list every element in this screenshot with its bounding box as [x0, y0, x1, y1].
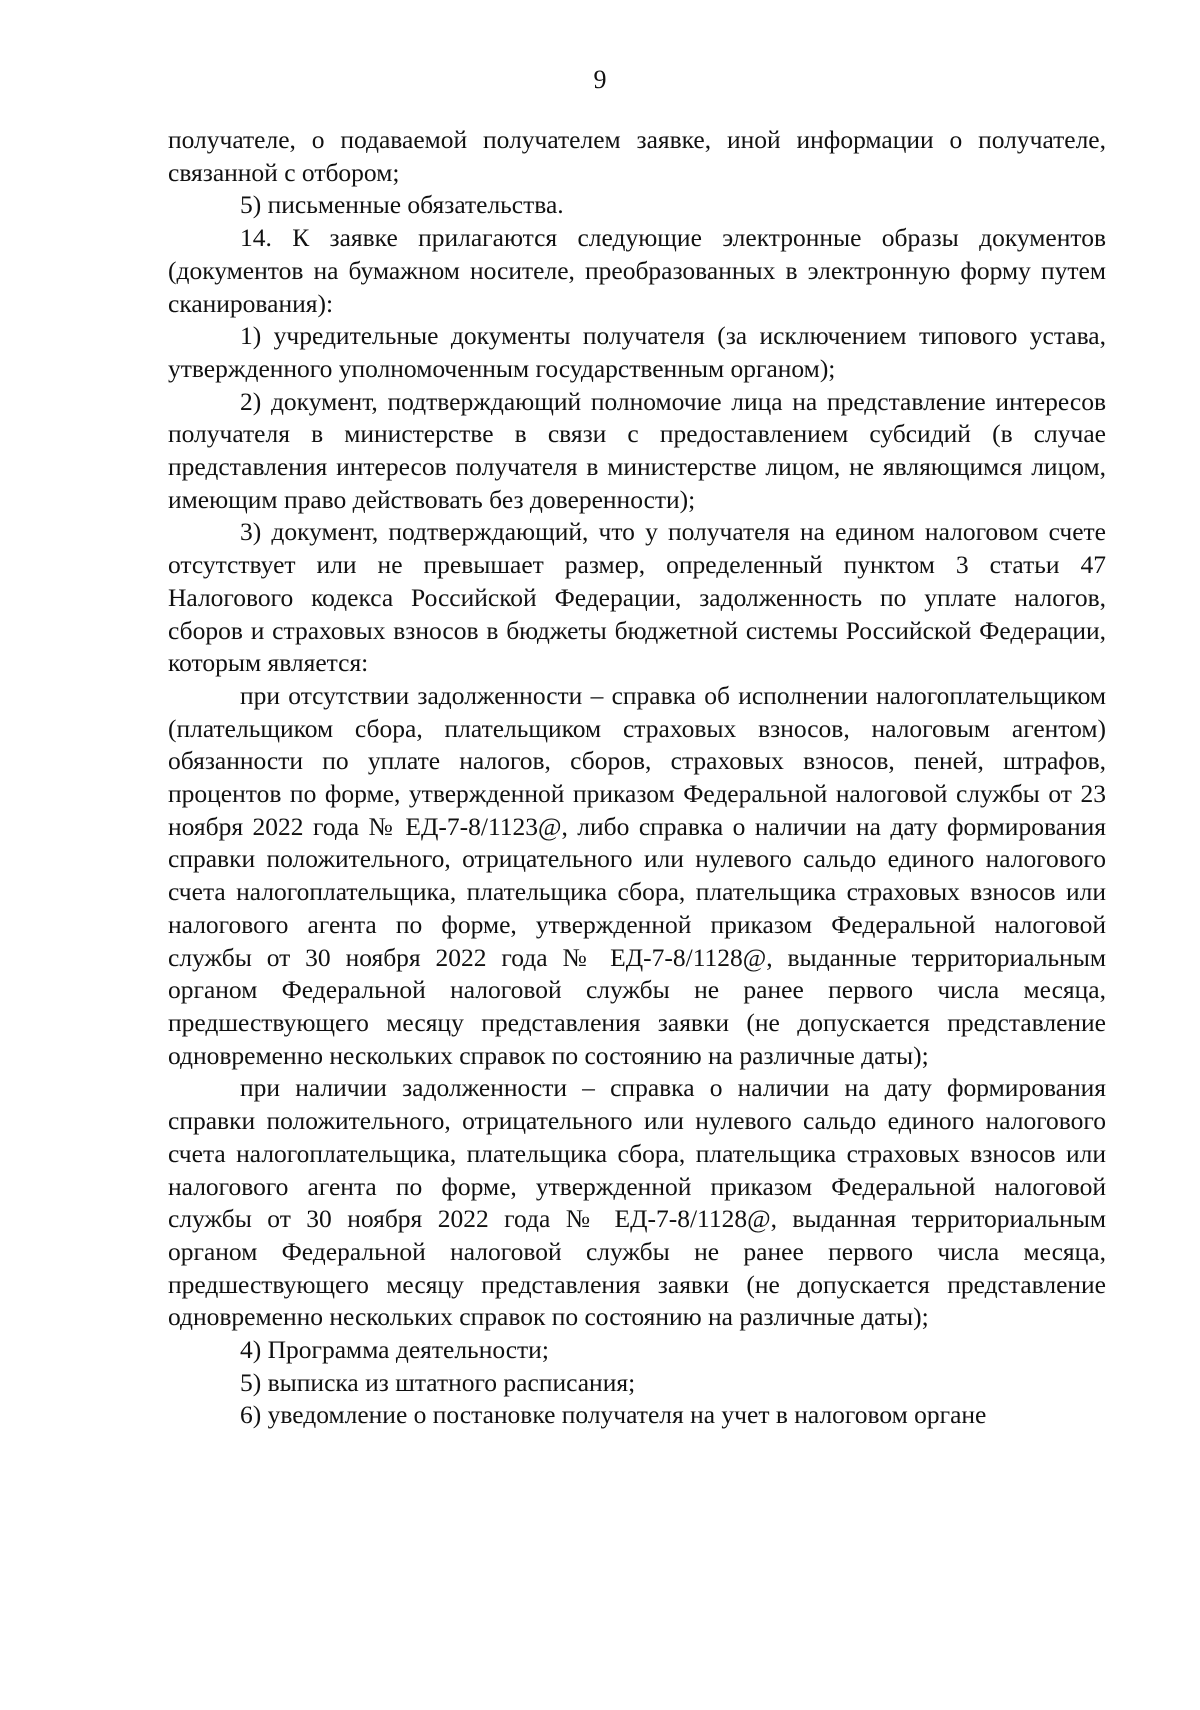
paragraph-debt-case: при наличии задолженности – справка о наличии на дату формирования справки положительного, отрицательного или нулевого сальдо единого налогового счета налогоплательщика, плательщика сбора, плательщика страховых взносов или налогового агента по форме, утвержденной приказом Федеральной налоговой службы от 30 ноября 2022 года № ЕД-7-8/1128@, выданная территориальным органом Федеральной налоговой службы не ранее первого числа месяца, предшествующего месяцу представления заявки (не допускается представление одновременно нескольких справок по состоянию на различные даты); [168, 1073, 1106, 1332]
paragraph-no-debt-case: при отсутствии задолженности – справка об исполнении налогоплательщиком (плательщиком сбора, плательщиком страховых взносов, налоговым агентом) обязанности по уплате налогов, сборов, страховых взносов, пеней, штрафов, процентов по форме, утвержденной приказом Федеральной налоговой службы от 23 ноября 2022 года № ЕД-7-8/1123@, либо справка о наличии на дату формирования справки положительного, отрицательного или нулевого сальдо единого налогового счета налогоплательщика, плательщика сбора, плательщика страховых взносов или налогового агента по форме, утвержденной приказом Федеральной налоговой службы от 30 ноября 2022 года № ЕД-7-8/1128@, выданные территориальным органом Федеральной налоговой службы не ранее первого числа месяца, предшествующего месяцу представления заявки (не допускается представление одновременно нескольких справок по состоянию на различные даты); [168, 680, 1106, 1070]
paragraph-item-2-authority-document: 2) документ, подтверждающий полномочие лица на представление интересов получателя в министерстве в связи с предоставлением субсидий (в случае представления интересов получателя в министерстве лицом, не являющимся лицом, имеющим право действовать без доверенности); [168, 386, 1106, 514]
paragraph-item-1-founding-documents: 1) учредительные документы получателя (за исключением типового устава, утвержденного уполномоченным государственным органом); [168, 321, 1106, 383]
paragraph-clause-14: 14. К заявке прилагаются следующие электронные образы документов (документов на бумажном носителе, преобразованных в электронную форму путем сканирования): [168, 223, 1106, 318]
paragraph-item-4-program: 4) Программа деятельности; [240, 1335, 549, 1365]
page-number: 9 [593, 65, 607, 94]
document-body [168, 124, 1106, 1432]
paragraph-item-5-staff-extract: 5) выписка из штатного расписания; [240, 1367, 636, 1397]
paragraph-item-6-tax-registration: 6) уведомление о постановке получателя на учет в налоговом органе [240, 1400, 987, 1430]
paragraph-item-5-obligations: 5) письменные обязательства. [240, 190, 564, 220]
paragraph-item-3-tax-document: 3) документ, подтверждающий, что у получателя на едином налоговом счете отсутствует или не превышает размер, определенный пунктом 3 статьи 47 Налогового кодекса Российской Федерации, задолженность по уплате налогов, сборов и страховых взносов в бюджеты бюджетной системы Российской Федерации, которым является: [168, 517, 1106, 678]
paragraph-continuation: получателе, о подаваемой получателем заявке, иной информации о получателе, связанной с отбором; [168, 125, 1106, 187]
